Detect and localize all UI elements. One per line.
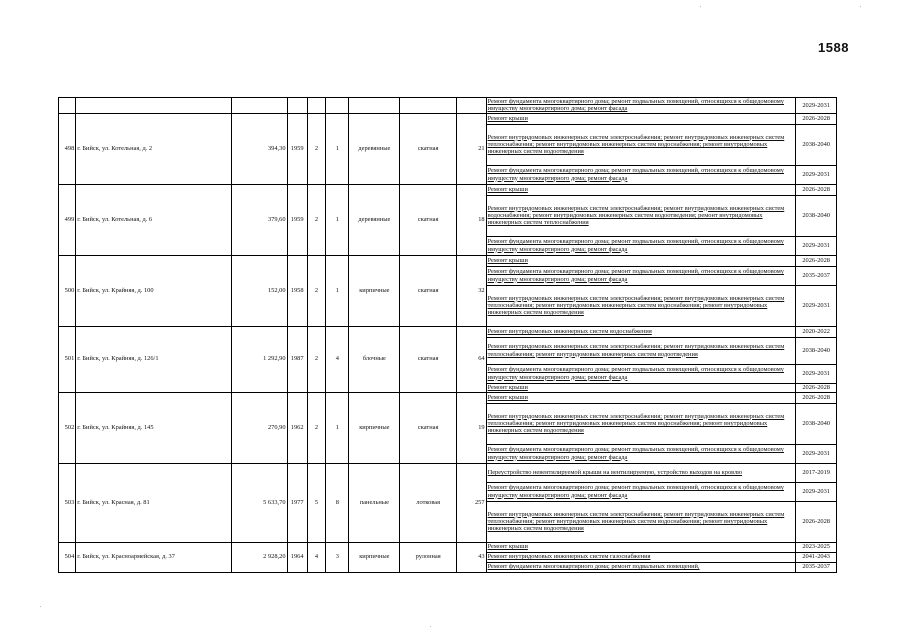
row-number: 502	[59, 392, 76, 463]
roof-cell: лотковая	[400, 463, 457, 542]
address-cell: г. Бийск, ул. Красная, д. 81	[76, 463, 231, 542]
area-cell: 270,90	[231, 392, 287, 463]
floors-cell: 2	[307, 326, 325, 392]
walls-cell: блочные	[349, 326, 400, 392]
residents-cell: 18	[457, 184, 486, 255]
walls-cell: кирпичные	[349, 392, 400, 463]
row-number: 504	[59, 542, 76, 572]
roof-cell: скатная	[400, 113, 457, 184]
period-cell: 2035-2037	[796, 266, 837, 285]
work-cell: Ремонт крыши	[486, 392, 796, 403]
work-cell: Ремонт внутридомовых инженерных систем водоснабжения	[486, 326, 796, 337]
walls-cell: кирпичные	[349, 542, 400, 572]
period-cell: 2029-2031	[796, 364, 837, 383]
work-cell: Ремонт фундамента многоквартирного дома; ремонт подвальных помещений, относящихся к общедомовому имуществу многоквартирного дома; ремонт фасада	[486, 236, 796, 255]
period-cell: 2029-2031	[796, 285, 837, 326]
work-cell: Ремонт фундамента многоквартирного дома; ремонт подвальных помещений, относящихся к общедомовому имуществу многоквартирного дома; ремонт фасада	[486, 266, 796, 285]
work-cell: Ремонт крыши	[486, 113, 796, 124]
work-cell: Ремонт внутридомовых инженерных систем электроснабжения; ремонт внутридомовых инженерных систем теплоснабжения; ремонт внутридомовых инженерных систем водоснабжения; ремонт внутридомовых инженерных систем водоотведения	[486, 124, 796, 165]
period-cell: 2023-2025	[796, 542, 837, 552]
period-cell: 2017-2019	[796, 463, 837, 482]
period-cell: 2026-2028	[796, 184, 837, 195]
year-cell: 1958	[287, 255, 307, 326]
period-cell: 2026-2028	[796, 255, 837, 266]
scan-speck	[40, 606, 41, 607]
work-cell: Ремонт внутридомовых инженерных систем электроснабжения; ремонт внутридомовых инженерных систем водоснабжения; ремонт внутридомовых инженерных систем водоотведения; ремонт внутридомовых инженерных систем теплоснабжения	[486, 195, 796, 236]
row-number: 499	[59, 184, 76, 255]
work-cell: Ремонт фундамента многоквартирного дома; ремонт подвальных помещений, относящихся к общедомовому имуществу многоквартирного дома; ремонт фасада	[486, 364, 796, 383]
area-cell: 379,60	[231, 184, 287, 255]
area-cell: 2 928,20	[231, 542, 287, 572]
entrances-cell: 8	[326, 463, 349, 542]
year-cell: 1959	[287, 113, 307, 184]
year-cell: 1987	[287, 326, 307, 392]
residents-cell: 19	[457, 392, 486, 463]
walls-cell: кирпичные	[349, 255, 400, 326]
capital-repair-table	[58, 97, 837, 573]
period-cell: 2041-2043	[796, 552, 837, 562]
work-cell: Ремонт внутридомовых инженерных систем электроснабжения; ремонт внутридомовых инженерных систем теплоснабжения; ремонт внутридомовых инженерных систем водоснабжения; ремонт внутридомовых инженерных систем водоотведения	[486, 501, 796, 542]
table-row	[59, 255, 837, 266]
walls-cell: деревянные	[349, 184, 400, 255]
period-cell: 2029-2031	[796, 98, 837, 114]
work-cell: Ремонт внутридомовых инженерных систем электроснабжения; ремонт внутридомовых инженерных систем теплоснабжения; ремонт внутридомовых инженерных систем водоснабжения; ремонт внутридомовых инженерных систем водоотведения	[486, 285, 796, 326]
table-row	[59, 326, 837, 337]
floors-cell: 2	[307, 255, 325, 326]
work-cell: Ремонт фундамента многоквартирного дома; ремонт подвальных помещений, относящихся к общедомовому имуществу многоквартирного дома; ремонт фасада	[486, 98, 796, 114]
walls-cell: панельные	[349, 463, 400, 542]
table-row	[59, 542, 837, 552]
table-row	[59, 184, 837, 195]
entrances-cell: 1	[326, 392, 349, 463]
floors-cell: 2	[307, 113, 325, 184]
table-row	[59, 113, 837, 124]
work-cell: Ремонт внутридомовых инженерных систем газоснабжения	[486, 552, 796, 562]
roof-cell: скатная	[400, 255, 457, 326]
address-cell: г. Бийск, ул. Котельная, д. 2	[76, 113, 231, 184]
row-number: 503	[59, 463, 76, 542]
roof-cell: рулонная	[400, 542, 457, 572]
floors-cell: 5	[307, 463, 325, 542]
work-cell: Ремонт фундамента многоквартирного дома; ремонт подвальных помещений, относящихся к общедомовому имуществу многоквартирного дома; ремонт фасада	[486, 482, 796, 501]
scan-speck	[430, 626, 431, 627]
roof-cell: скатная	[400, 184, 457, 255]
table-row	[59, 392, 837, 403]
residents-cell: 43	[457, 542, 486, 572]
period-cell: 2038-2040	[796, 124, 837, 165]
period-cell: 2029-2031	[796, 482, 837, 501]
walls-cell: деревянные	[349, 113, 400, 184]
year-cell: 1964	[287, 542, 307, 572]
entrances-cell: 1	[326, 184, 349, 255]
entrances-cell: 1	[326, 113, 349, 184]
period-cell: 2020-2022	[796, 326, 837, 337]
year-cell: 1959	[287, 184, 307, 255]
year-cell: 1977	[287, 463, 307, 542]
floors-cell: 4	[307, 542, 325, 572]
work-cell: Переустройство невентилируемой крыши на вентилируемую, устройство выходов на кровлю	[486, 463, 796, 482]
period-cell: 2026-2028	[796, 383, 837, 392]
address-cell: г. Бийск, ул. Крайняя, д. 145	[76, 392, 231, 463]
period-cell: 2038-2040	[796, 403, 837, 444]
period-cell: 2029-2031	[796, 444, 837, 463]
entrances-cell: 4	[326, 326, 349, 392]
period-cell: 2038-2040	[796, 337, 837, 364]
work-cell: Ремонт фундамента многоквартирного дома; ремонт подвальных помещений,	[486, 562, 796, 572]
period-cell: 2029-2031	[796, 165, 837, 184]
work-cell: Ремонт крыши	[486, 542, 796, 552]
entrances-cell: 3	[326, 542, 349, 572]
work-cell: Ремонт крыши	[486, 255, 796, 266]
period-cell: 2026-2028	[796, 501, 837, 542]
address-cell: г. Бийск, ул. Крайняя, д. 100	[76, 255, 231, 326]
row-number: 501	[59, 326, 76, 392]
scan-speck	[700, 6, 701, 7]
residents-cell: 257	[457, 463, 486, 542]
roof-cell: скатная	[400, 326, 457, 392]
work-cell: Ремонт фундамента многоквартирного дома; ремонт подвальных помещений, относящихся к общедомовому имуществу многоквартирного дома; ремонт фасада	[486, 444, 796, 463]
table-row	[59, 463, 837, 482]
residents-cell: 21	[457, 113, 486, 184]
entrances-cell: 1	[326, 255, 349, 326]
period-cell: 2029-2031	[796, 236, 837, 255]
row-number: 500	[59, 255, 76, 326]
period-cell: 2035-2037	[796, 562, 837, 572]
area-cell: 394,30	[231, 113, 287, 184]
roof-cell: скатная	[400, 392, 457, 463]
period-cell: 2026-2028	[796, 392, 837, 403]
work-cell: Ремонт внутридомовых инженерных систем электроснабжения; ремонт внутридомовых инженерных систем теплоснабжения; ремонт внутридомовых инженерных систем водоснабжения; ремонт внутридомовых инженерных систем водоотведения	[486, 403, 796, 444]
table-row	[59, 98, 837, 114]
work-cell: Ремонт крыши	[486, 383, 796, 392]
address-cell: г. Бийск, ул. Красноармейская, д. 37	[76, 542, 231, 572]
work-cell: Ремонт крыши	[486, 184, 796, 195]
address-cell: г. Бийск, ул. Котельная, д. 6	[76, 184, 231, 255]
floors-cell: 2	[307, 392, 325, 463]
area-cell: 152,00	[231, 255, 287, 326]
area-cell: 5 633,70	[231, 463, 287, 542]
period-cell: 2026-2028	[796, 113, 837, 124]
work-cell: Ремонт внутридомовых инженерных систем электроснабжения; ремонт внутридомовых инженерных систем теплоснабжения; ремонт внутридомовых инженерных систем водоотведения	[486, 337, 796, 364]
row-number: 498	[59, 113, 76, 184]
residents-cell: 64	[457, 326, 486, 392]
floors-cell: 2	[307, 184, 325, 255]
scan-speck	[860, 6, 861, 7]
year-cell: 1962	[287, 392, 307, 463]
page-number: 1588	[818, 40, 849, 55]
table-body	[59, 98, 837, 573]
residents-cell: 32	[457, 255, 486, 326]
area-cell: 1 292,90	[231, 326, 287, 392]
period-cell: 2038-2040	[796, 195, 837, 236]
work-cell: Ремонт фундамента многоквартирного дома; ремонт подвальных помещений, относящихся к общедомовому имуществу многоквартирного дома; ремонт фасада	[486, 165, 796, 184]
address-cell: г. Бийск, ул. Крайняя, д. 126/1	[76, 326, 231, 392]
